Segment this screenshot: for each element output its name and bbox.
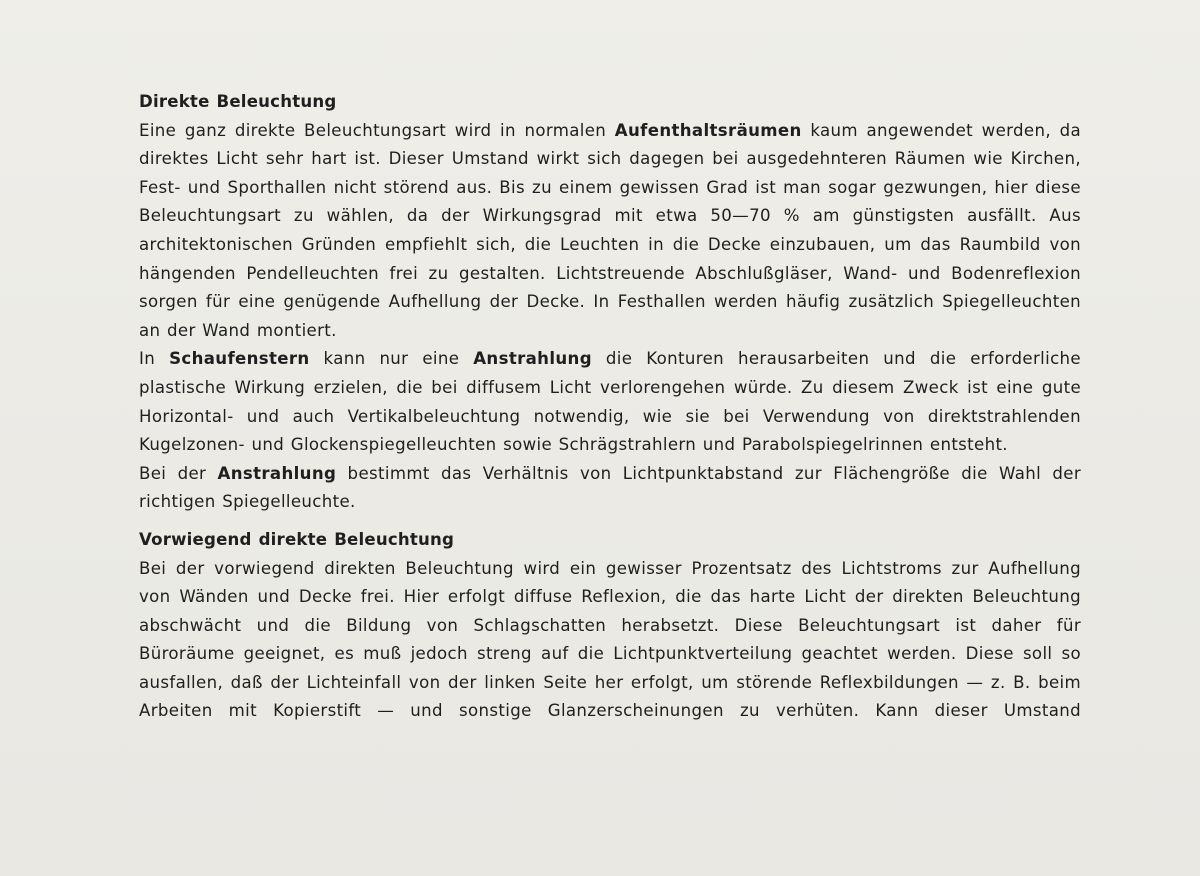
- section-heading-vorwiegend-direkte-beleuchtung: Vorwiegend direkte Beleuchtung: [139, 529, 455, 549]
- paragraph-anstrahlung: [139, 460, 1081, 517]
- emphasis-aufenthaltsraeume: Aufenthaltsräumen: [614, 120, 802, 140]
- paragraph-direkte-beleuchtung-1: [139, 117, 1081, 346]
- emphasis-anstrahlung: Anstrahlung: [473, 349, 592, 369]
- section-spacer: [139, 517, 1081, 526]
- emphasis-schaufenstern: Schaufenstern: [169, 349, 310, 369]
- paragraph-vorwiegend-direkte-beleuchtung: [139, 555, 1081, 727]
- paragraph-text: kaum angewendet werden, da direktes Licht sehr hart ist. Dieser Umstand wirkt sich dagegen bei ausgedehnteren Räumen wie Kirchen, Fest- und Sporthallen nicht störend aus. Bis zu einem gewissen Grad ist man sogar gezwungen, hier diese Beleuchtungsart zu wählen, da der Wirkungsgrad mit etwa 50—70 % am günstigsten ausfällt. Aus architektonischen Gründen empfiehlt sich, die Leuchten in die Decke einzubauen, um das Raumbild von hängenden Pendelleuchten frei zu gestalten. Lichtstreuende Abschlußgläser, Wand- und Bodenreflexion sorgen für eine genügende Aufhellung der Decke. In Festhallen werden häufig zusätzlich Spiegelleuchten an der Wand montiert.: [139, 120, 1081, 340]
- text-block: [139, 88, 1081, 726]
- paragraph-text: die Konturen herausarbeiten und die erforderliche plastische Wirkung erzielen, die bei diffusem Licht verlorengehen würde. Zu diesem Zweck ist eine gute Horizontal- und auch Vertikalbeleuchtung notwendig, wie sie bei Verwendung von direktstrahlenden Kugelzonen- und Glockenspiegelleuchten sowie Schrägstrahlern und Parabolspiegelrinnen entsteht.: [139, 349, 1081, 455]
- section-heading-direkte-beleuchtung: Direkte Beleuchtung: [139, 92, 337, 111]
- paragraph-text: bestimmt das Verhältnis von Lichtpunktabstand zur Flächengröße die Wahl der richtigen Spiegelleuchte.: [139, 463, 1081, 512]
- paragraph-text: Bei der: [139, 463, 218, 483]
- emphasis-anstrahlung-2: Anstrahlung: [217, 463, 337, 483]
- paragraph-text: Eine ganz direkte Beleuchtungsart wird in normalen: [139, 120, 615, 140]
- paragraph-text: kann nur eine: [309, 349, 474, 369]
- paragraph-text: Bei der vorwiegend direkten Beleuchtung wird ein gewisser Prozentsatz des Lichtstroms zur Aufhellung von Wänden und Decke frei. Hier erfolgt diffuse Reflexion, die das harte Licht der direkten Beleuchtung abschwächt und die Bildung von Schlagschatten herabsetzt. Diese Beleuchtungsart ist daher für Büroräume geeignet, es muß jedoch streng auf die Lichtpunktverteilung geachtet werden. Diese soll so ausfallen, daß der Lichteinfall von der linken Seite her erfolgt, um störende Reflexbildungen — z. B. beim Arbeiten mit Kopierstift — und sonstige Glanzerscheinungen zu verhüten. Kann dieser Umstand: [139, 558, 1081, 721]
- paragraph-schaufenster: [139, 345, 1081, 459]
- paragraph-text: In: [139, 349, 170, 369]
